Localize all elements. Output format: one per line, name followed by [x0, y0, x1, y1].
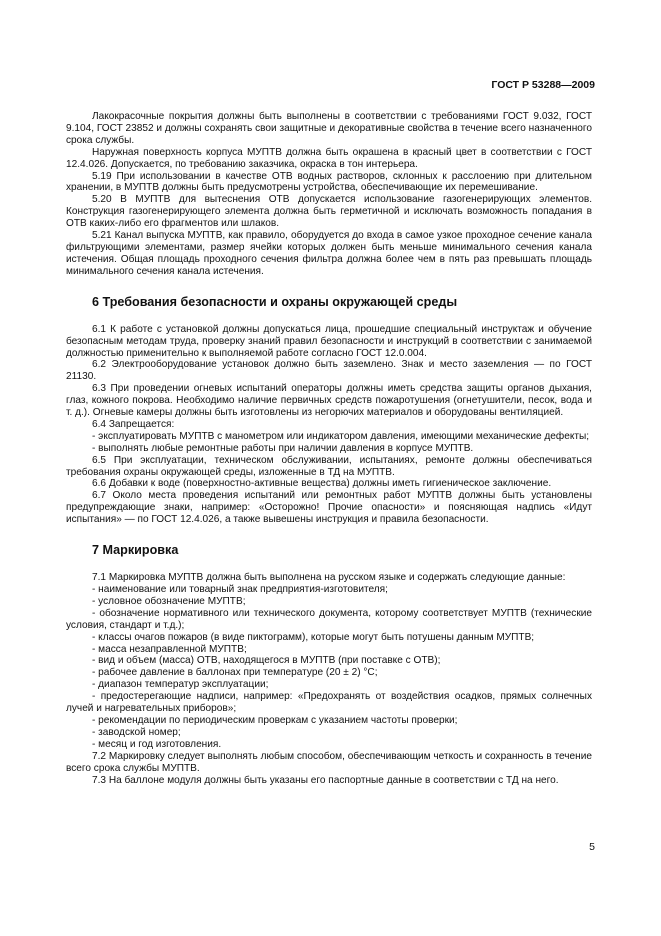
- paragraph: Наружная поверхность корпуса МУПТВ должна быть окрашена в красный цвет в соответствии с ГОСТ 12.4.026. Допускается, по требованию заказчика, окраска в тон интерьера.: [66, 146, 592, 170]
- list-item: - условное обозначение МУПТВ;: [92, 595, 246, 607]
- paragraph: Лакокрасочные покрытия должны быть выполнены в соответствии с требованиями ГОСТ 9.032, ГОСТ 9.104, ГОСТ 23852 и должны сохранять свои защитные и декоративные свойства в течение всего назначенного срока службы.: [66, 111, 592, 146]
- list-item: - заводской номер;: [92, 726, 181, 738]
- list-item: - вид и объем (масса) ОТВ, находящегося в МУПТВ (при поставке с ОТВ);: [92, 655, 441, 667]
- list-item: - рабочее давление в баллонах при температуре (20 ± 2) °С;: [92, 667, 378, 679]
- paragraph-7-1: 7.1 Маркировка МУПТВ должна быть выполнена на русском языке и содержать следующие данные:: [92, 572, 566, 584]
- page-number: 5: [589, 841, 595, 853]
- list-item: - масса незаправленной МУПТВ;: [92, 643, 247, 655]
- list-item: - рекомендации по периодическим проверкам с указанием частоты проверки;: [92, 714, 458, 726]
- paragraph-6-5: 6.5 При эксплуатации, техническом обслуживании, испытаниях, ремонте должны обеспечиваться требования охраны окружающей среды, изложенные в ТД на МУПТВ.: [66, 454, 592, 478]
- list-item: - месяц и год изготовления.: [92, 738, 222, 750]
- page-content: [66, 111, 592, 786]
- paragraph-6-7: 6.7 Около места проведения испытаний или ремонтных работ МУПТВ должны быть установлены предупреждающие знаки, например: «Осторожно! Прочие опасности» и поясняющая надпись «Идут испытания» — по ГОСТ 12.4.026, а также вывешены инструкция и правила безопасности.: [66, 490, 592, 526]
- paragraph-5-19: 5.19 При использовании в качестве ОТВ водных растворов, склонных к расслоению при длительном хранении, в МУПТВ должны быть предусмотрены устройства, обеспечивающие их перемешивание.: [66, 170, 592, 194]
- paragraph-6-3: 6.3 При проведении огневых испытаний операторы должны иметь средства защиты органов дыхания, глаз, кожного покрова. Необходимо наличие первичных средств пожаротушения (огнетушители, песок, вода и т. д.). Огневые камеры должны быть изготовлены из негорючих материалов и оборудованы вентиляцией.: [66, 383, 592, 419]
- list-item: - обозначение нормативного или технического документа, которому соответствует МУПТВ (технические условия, стандарт и т.д.);: [66, 607, 592, 631]
- list-item: - диапазон температур эксплуатации;: [92, 679, 269, 691]
- paragraph-6-6: 6.6 Добавки к воде (поверхностно-активные вещества) должны иметь гигиеническое заключение.: [92, 478, 552, 490]
- section5-continuation: [66, 111, 592, 278]
- list-item: - предостерегающие надписи, например: «Предохранять от воздействия осадков, прямых солнечных лучей и нагревательных приборов»;: [66, 691, 592, 715]
- paragraph-7-2: 7.2 Маркировку следует выполнять любым способом, обеспечивающим четкость и сохранность в течение всего срока службы МУПТВ.: [66, 750, 592, 774]
- paragraph-6-1: 6.1 К работе с установкой должны допускаться лица, прошедшие специальный инструктаж и обучение безопасным методам труда, проверку знаний правил безопасности и инструкций в соответствии с занимаемой должностью применительно к выполняемой работе согласно ГОСТ 12.0.004.: [66, 323, 592, 359]
- list-item: - эксплуатировать МУПТВ с манометром или индикатором давления, имеющими механические дефекты;: [92, 430, 590, 442]
- document-code: ГОСТ Р 53288—2009: [491, 79, 595, 91]
- paragraph-6-4: 6.4 Запрещается:: [92, 418, 175, 430]
- paragraph-7-3: 7.3 На баллоне модуля должны быть указаны его паспортные данные в соответствии с ТД на него.: [92, 774, 559, 786]
- paragraph-5-20: 5.20 В МУПТВ для вытеснения ОТВ допускается использование газогенерирующих элементов. Конструкция газогенерирующего элемента должна быть герметичной и исключать возможность попадания в ОТВ каких-либо его фрагментов или шлаков.: [66, 194, 592, 230]
- paragraph-6-2: 6.2 Электрооборудование установок должно быть заземлено. Знак и место заземления — по ГОСТ 21130.: [66, 359, 592, 383]
- section-6-heading: 6 Требования безопасности и охраны окружающей среды: [92, 294, 458, 309]
- list-item: - наименование или товарный знак предприятия-изготовителя;: [92, 584, 388, 595]
- list-item: - выполнять любые ремонтные работы при наличии давления в корпусе МУПТВ.: [92, 442, 474, 454]
- section-6-body: [66, 324, 592, 526]
- section-7-body: [66, 572, 592, 786]
- list-item: - классы очагов пожаров (в виде пиктограмм), которые могут быть потушены данным МУПТВ;: [92, 631, 535, 643]
- section-7-heading: 7 Маркировка: [92, 543, 179, 558]
- paragraph-5-21: 5.21 Канал выпуска МУПТВ, как правило, оборудуется до входа в самое узкое проходное сечение канала фильтрующими элементами, размер ячейки которых должен быть меньше минимального сечения канала истечения. Общая площадь проходного сечения фильтра должна более чем в пять раз превышать площадь минимального сечения канала истечения.: [66, 230, 592, 277]
